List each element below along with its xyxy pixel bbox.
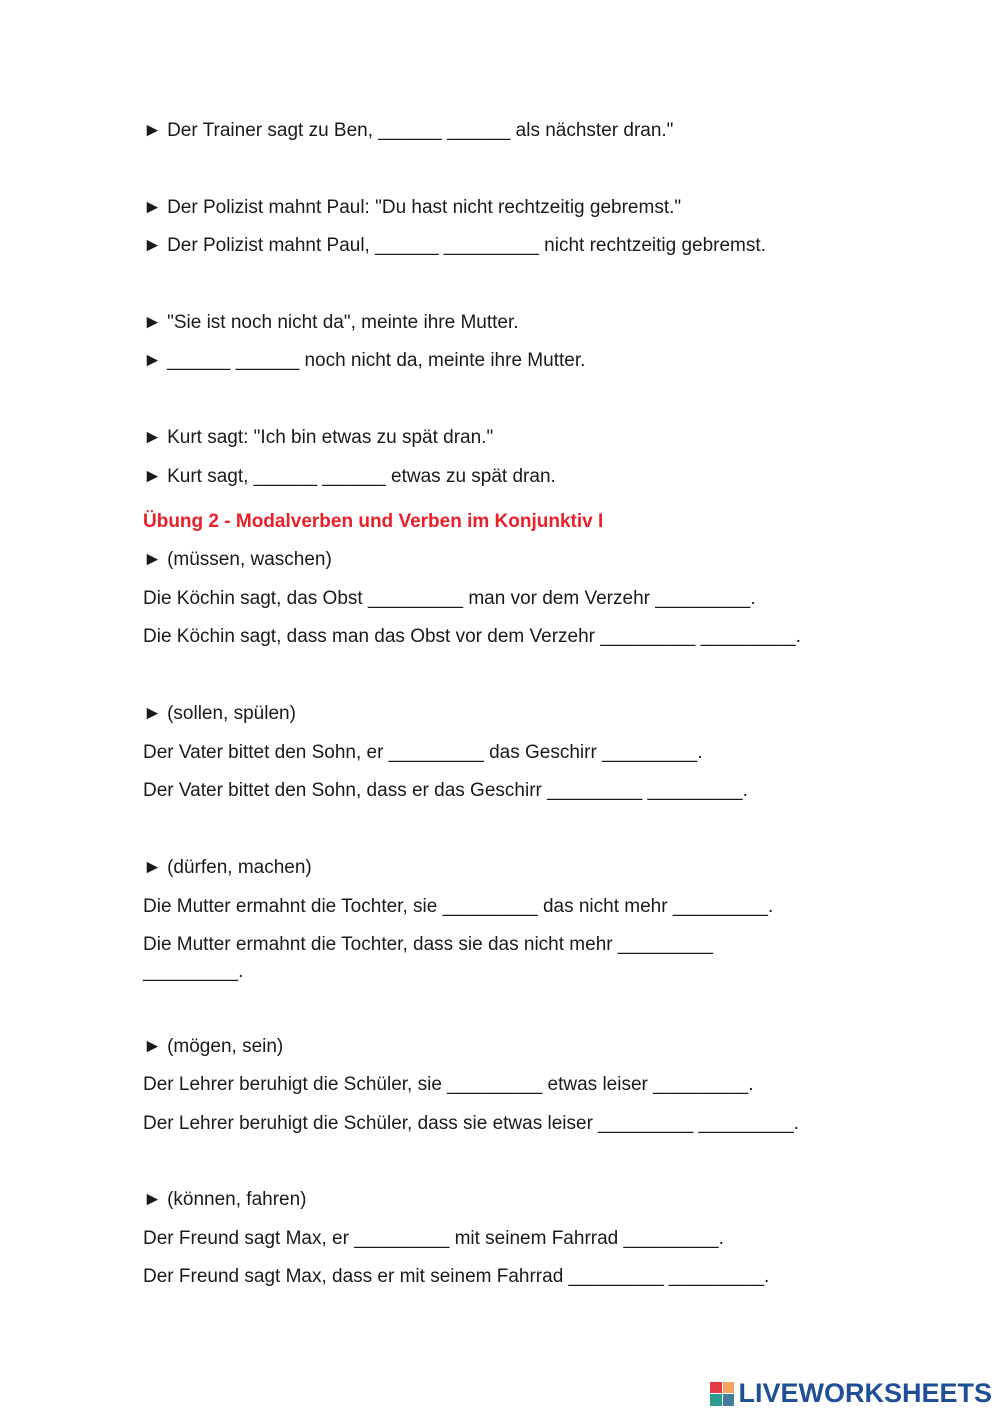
sentence-line: ► Der Polizist mahnt Paul: "Du hast nicht rechtzeitig gebremst.": [143, 197, 682, 218]
exercise-heading: Übung 2 - Modalverben und Verben im Konjunktiv I: [143, 511, 604, 532]
sentence-line: ► Kurt sagt, ______ ______ etwas zu spät dran.: [143, 466, 556, 487]
sentence-line: Der Vater bittet den Sohn, dass er das Geschirr _________ _________.: [143, 780, 748, 801]
sentence-line: Der Vater bittet den Sohn, er _________ das Geschirr _________.: [143, 742, 703, 763]
sentence-line-continuation: _________.: [143, 961, 244, 982]
sentence-line: Der Freund sagt Max, er _________ mit seinem Fahrrad _________.: [143, 1228, 724, 1249]
liveworksheets-logo-icon: [710, 1382, 734, 1406]
verb-hint: ► (dürfen, machen): [143, 857, 312, 878]
verb-hint: ► (sollen, spülen): [143, 703, 296, 724]
sentence-line: Der Freund sagt Max, dass er mit seinem Fahrrad _________ _________.: [143, 1266, 770, 1287]
sentence-line: Die Köchin sagt, dass man das Obst vor dem Verzehr _________ _________.: [143, 626, 802, 647]
sentence-line: Der Lehrer beruhigt die Schüler, sie _________ etwas leiser _________.: [143, 1074, 754, 1095]
sentence-line: ► Der Polizist mahnt Paul, ______ _________ nicht rechtzeitig gebremst.: [143, 235, 766, 256]
sentence-line: Die Köchin sagt, das Obst _________ man vor dem Verzehr _________.: [143, 588, 756, 609]
sentence-line: ► Kurt sagt: "Ich bin etwas zu spät dran.": [143, 427, 494, 448]
liveworksheets-logo[interactable]: [710, 1378, 992, 1409]
sentence-line: ► "Sie ist noch nicht da", meinte ihre Mutter.: [143, 312, 519, 333]
sentence-line: Die Mutter ermahnt die Tochter, sie _________ das nicht mehr _________.: [143, 896, 774, 917]
sentence-line: Der Lehrer beruhigt die Schüler, dass sie etwas leiser _________ _________.: [143, 1113, 799, 1134]
verb-hint: ► (müssen, waschen): [143, 549, 332, 570]
sentence-line: ► ______ ______ noch nicht da, meinte ihre Mutter.: [143, 350, 586, 371]
brand-name: LIVEWORKSHEETS: [738, 1378, 992, 1408]
sentence-line: ► Der Trainer sagt zu Ben, ______ ______ als nächster dran.": [143, 120, 674, 141]
verb-hint: ► (können, fahren): [143, 1189, 307, 1210]
sentence-line: Die Mutter ermahnt die Tochter, dass sie das nicht mehr _________: [143, 934, 713, 955]
verb-hint: ► (mögen, sein): [143, 1036, 284, 1057]
